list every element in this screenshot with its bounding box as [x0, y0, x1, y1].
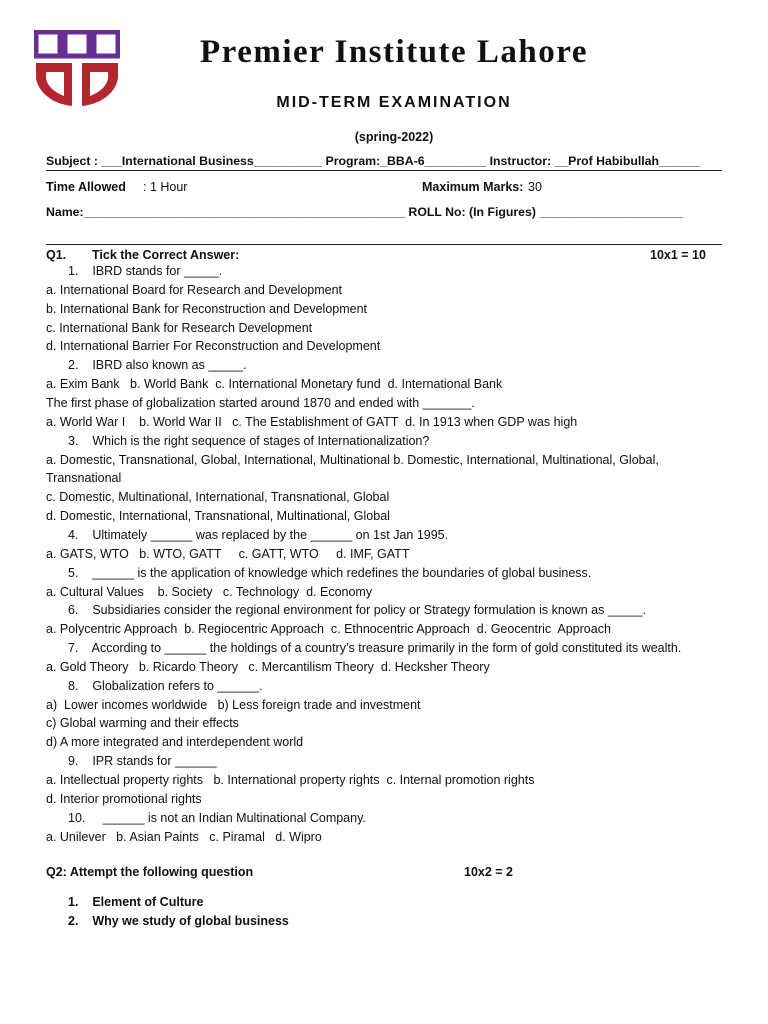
time-allowed-value: : 1 Hour	[143, 180, 188, 194]
q1-number: Q1.	[46, 248, 67, 262]
answer-option: a. Intellectual property rights b. International property rights c. Internal promotion rights	[46, 773, 535, 787]
question-stem: 1. IBRD stands for _____.	[68, 264, 223, 278]
answer-option: d. Domestic, International, Transnational, Multinational, Global	[46, 509, 390, 524]
q2-item: 2. Why we study of global business	[68, 914, 289, 928]
answer-option: b. International Bank for Reconstruction and Development	[46, 301, 368, 316]
answer-option: c. International Bank for Research Development	[46, 320, 313, 335]
question-stem: 9. IPR stands for ______	[68, 754, 217, 769]
question-stem: 4. Ultimately ______ was replaced by the ______ on 1st Jan 1995.	[68, 527, 449, 542]
q2-item: 1. Element of Culture	[68, 895, 204, 909]
q2-title: Q2: Attempt the following question	[46, 865, 254, 879]
answer-option: d. International Barrier For Reconstruction and Development	[46, 339, 381, 354]
answer-option: a. International Board for Research and Development	[46, 282, 343, 297]
question-stem: 2. IBRD also known as _____.	[68, 358, 247, 373]
header-divider	[46, 170, 722, 171]
question-stem: 8. Globalization refers to ______.	[68, 678, 263, 693]
question-stem: 6. Subsidiaries consider the regional environment for policy or Strategy formulation is known as _____.	[68, 603, 647, 618]
institute-name: Premier Institute Lahore	[200, 34, 588, 70]
answer-option: a. Domestic, Transnational, Global, International, Multinational b. Domestic, International, Multinational, Global,	[46, 452, 659, 467]
answer-option: a. Polycentric Approach b. Regiocentric Approach c. Ethnocentric Approach d. Geocentric Approach	[46, 622, 611, 637]
exam-title: MID-TERM EXAMINATION	[276, 94, 512, 111]
q1-title: Tick the Correct Answer:	[92, 248, 240, 262]
question-stem: 5. ______ is the application of knowledge which redefines the boundaries of global business.	[68, 565, 592, 580]
answer-option: Transnational	[46, 471, 122, 486]
max-marks-label: Maximum Marks:	[422, 180, 524, 194]
answer-option: a. Unilever b. Asian Paints c. Piramal d. Wipro	[46, 829, 322, 844]
time-allowed-label: Time Allowed	[46, 180, 126, 194]
question-stem: 3. Which is the right sequence of stages of Internationalization?	[68, 433, 430, 448]
answer-option: d. Interior promotional rights	[46, 791, 202, 806]
answer-option: The first phase of globalization started around 1870 and ended with _______.	[46, 396, 475, 410]
q2-marks: 10x2 = 2	[464, 865, 514, 879]
exam-session: (spring-2022)	[354, 130, 434, 144]
answer-option: c. Domestic, Multinational, International, Transnational, Global	[46, 490, 390, 505]
answer-option: a. GATS, WTO b. WTO, GATT c. GATT, WTO d. IMF, GATT	[46, 546, 410, 561]
answer-option: c) Global warming and their effects	[46, 716, 239, 731]
question-stem: 10. ______ is not an Indian Multinational Company.	[68, 810, 366, 825]
section-divider	[46, 244, 722, 245]
answer-option: a) Lower incomes worldwide b) Less foreign trade and investment	[46, 697, 421, 712]
question-stem: 7. According to ______ the holdings of a country’s treasure primarily in the form of gold constituted its wealth.	[68, 641, 682, 655]
q1-marks: 10x1 = 10	[650, 248, 706, 262]
name-roll-line: Name:_______________________________________________ ROLL No: (In Figures) _____________________	[46, 205, 683, 219]
answer-option: a. Gold Theory b. Ricardo Theory c. Mercantilism Theory d. Hecksher Theory	[46, 659, 490, 674]
answer-option: a. Exim Bank b. World Bank c. International Monetary fund d. International Bank	[46, 377, 503, 392]
max-marks-value: 30	[528, 180, 542, 194]
subject-line: Subject : ___International Business__________ Program:_BBA-6_________ Instructor: __Prof Habibullah______	[46, 154, 701, 168]
answer-option: a. Cultural Values b. Society c. Technology d. Economy	[46, 584, 373, 599]
answer-option: d) A more integrated and interdependent world	[46, 735, 304, 750]
answer-option: a. World War I b. World War II c. The Establishment of GATT d. In 1913 when GDP was high	[46, 414, 578, 429]
